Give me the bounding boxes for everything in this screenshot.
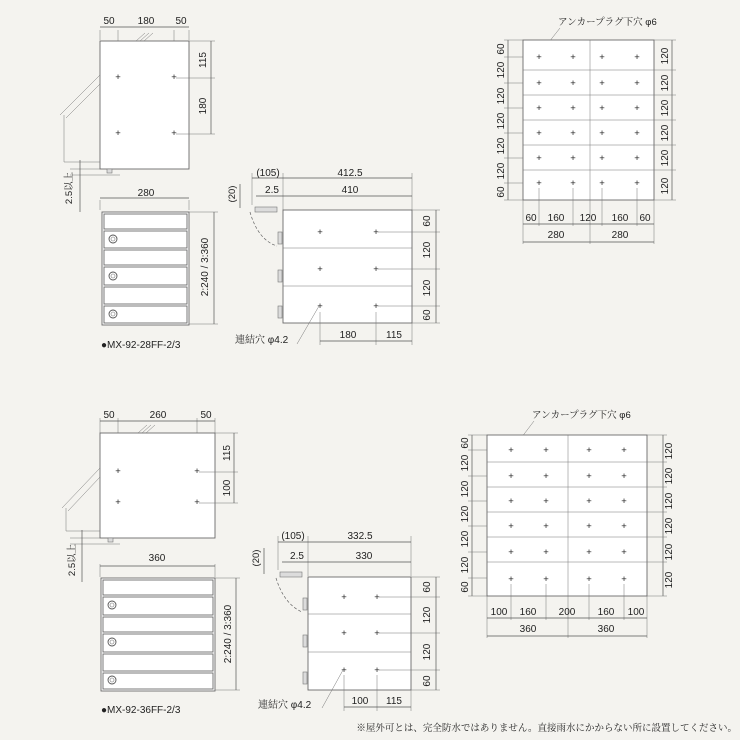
top-clearance: 2.5以上 <box>64 171 75 205</box>
bottom-mounting-plate <box>100 433 215 538</box>
bottom-grid-left-6: 120 <box>460 556 471 574</box>
bottom-grid-right-2: 120 <box>664 467 675 485</box>
bottom-front-width-2: 260 <box>149 410 167 421</box>
top-side-right-3: 120 <box>422 279 433 297</box>
top-grid-total-2: 280 <box>611 230 629 241</box>
top-grid-left-7: 60 <box>496 186 507 198</box>
svg-text:+: + <box>508 574 514 585</box>
bottom-side-dim-2-5: 2.5 <box>290 551 304 562</box>
bottom-front-height-2: 100 <box>222 479 233 497</box>
svg-text:+: + <box>621 521 627 532</box>
bottom-grid-left-1: 60 <box>460 437 471 449</box>
svg-text:+: + <box>115 497 121 508</box>
top-grid-right-4: 120 <box>660 124 671 142</box>
top-side-right-2: 120 <box>422 241 433 259</box>
bottom-grid-right-6: 120 <box>664 571 675 589</box>
svg-text:+: + <box>599 78 605 89</box>
bottom-side-dim-20: (20) <box>251 549 262 567</box>
svg-text:+: + <box>634 178 640 189</box>
bottom-drawing-set <box>62 409 675 716</box>
bottom-side-view <box>251 531 440 711</box>
svg-text:+: + <box>374 592 380 603</box>
svg-text:+: + <box>621 445 627 456</box>
svg-text:+: + <box>599 178 605 189</box>
svg-text:+: + <box>508 496 514 507</box>
top-side-dim-20: (20) <box>227 185 238 203</box>
bottom-grid-bottom-3: 200 <box>558 607 576 618</box>
svg-text:+: + <box>171 128 177 139</box>
svg-text:+: + <box>373 227 379 238</box>
top-anchor-label: アンカープラグ下穴 φ6 <box>558 17 657 28</box>
svg-text:+: + <box>586 471 592 482</box>
svg-text:+: + <box>194 497 200 508</box>
lock-icon <box>108 638 116 646</box>
svg-text:+: + <box>536 153 542 164</box>
svg-text:+: + <box>341 628 347 639</box>
svg-text:+: + <box>508 547 514 558</box>
bottom-grid-bottom-4: 160 <box>597 607 615 618</box>
top-grid-right-6: 120 <box>660 177 671 195</box>
top-grid-bottom-2: 160 <box>547 213 565 224</box>
top-front-width-3: 50 <box>175 16 187 27</box>
svg-text:+: + <box>543 521 549 532</box>
bottom-side-right-2: 120 <box>422 606 433 624</box>
svg-text:+: + <box>536 78 542 89</box>
svg-text:+: + <box>634 153 640 164</box>
top-grid-left-4: 120 <box>496 112 507 130</box>
bottom-anchor-label: アンカープラグ下穴 φ6 <box>532 410 631 421</box>
top-grid-bottom-4: 160 <box>611 213 629 224</box>
bottom-side-right-1: 60 <box>422 581 433 593</box>
top-grid-left-2: 120 <box>496 61 507 79</box>
svg-text:+: + <box>171 72 177 83</box>
top-side-right-4: 60 <box>422 309 433 321</box>
bottom-grid-right-1: 120 <box>664 442 675 460</box>
svg-text:+: + <box>373 264 379 275</box>
svg-text:+: + <box>621 547 627 558</box>
svg-text:+: + <box>115 72 121 83</box>
bottom-grid-bottom-1: 100 <box>490 607 508 618</box>
bottom-connect-hole-label: 連結穴 φ4.2 <box>258 700 312 711</box>
bottom-box-front <box>100 553 240 716</box>
svg-text:+: + <box>599 103 605 114</box>
svg-text:+: + <box>374 628 380 639</box>
top-side-right-1: 60 <box>422 215 433 227</box>
bottom-grid-left-5: 120 <box>460 530 471 548</box>
bottom-front-width-1: 50 <box>103 410 115 421</box>
svg-text:+: + <box>543 574 549 585</box>
svg-text:+: + <box>536 52 542 63</box>
svg-text:+: + <box>508 471 514 482</box>
svg-text:+: + <box>599 128 605 139</box>
svg-text:+: + <box>536 178 542 189</box>
svg-text:+: + <box>543 496 549 507</box>
top-grid-left-6: 120 <box>496 162 507 180</box>
svg-text:+: + <box>621 471 627 482</box>
bottom-grid-bottom-2: 160 <box>519 607 537 618</box>
top-grid-right-1: 120 <box>660 47 671 65</box>
svg-text:+: + <box>570 52 576 63</box>
svg-text:+: + <box>374 665 380 676</box>
bottom-front-height-1: 115 <box>222 445 233 461</box>
svg-text:+: + <box>621 574 627 585</box>
top-side-bottom-1: 180 <box>339 330 357 341</box>
svg-text:+: + <box>634 128 640 139</box>
svg-text:+: + <box>570 153 576 164</box>
svg-text:+: + <box>373 301 379 312</box>
lock-icon <box>109 272 117 280</box>
bottom-grid-left-3: 120 <box>460 480 471 498</box>
top-connect-hole-label: 連結穴 φ4.2 <box>235 335 289 346</box>
top-drawing-set <box>60 16 676 351</box>
bottom-height-label: 2:240 / 3:360 <box>223 604 234 664</box>
svg-text:+: + <box>543 547 549 558</box>
bottom-bottom-width: 360 <box>148 553 166 564</box>
bottom-grid-right-4: 120 <box>664 517 675 535</box>
svg-text:+: + <box>194 466 200 477</box>
bottom-side-dim-105: (105) <box>281 531 305 542</box>
top-grid-left-5: 120 <box>496 137 507 155</box>
svg-text:+: + <box>570 178 576 189</box>
top-front-height-2: 180 <box>198 97 209 115</box>
top-model-name: ●MX-92-28FF-2/3 <box>101 340 181 351</box>
svg-text:+: + <box>115 466 121 477</box>
top-grid-total-1: 280 <box>547 230 565 241</box>
bottom-grid-left-7: 60 <box>460 581 471 593</box>
svg-text:+: + <box>570 78 576 89</box>
top-side-dim-2-5: 2.5 <box>265 185 279 196</box>
svg-text:+: + <box>599 52 605 63</box>
bottom-anchor-grid <box>460 409 675 638</box>
lock-icon <box>109 235 117 243</box>
top-height-label: 2:240 / 3:360 <box>200 237 211 297</box>
bottom-side-dim-332: 332.5 <box>347 531 373 542</box>
lock-icon <box>109 310 117 318</box>
bottom-grid-total-2: 360 <box>597 624 615 635</box>
top-mounting-plate <box>100 41 189 169</box>
top-grid-left-1: 60 <box>496 43 507 55</box>
top-front-view <box>60 16 215 212</box>
top-grid-right-2: 120 <box>660 74 671 92</box>
bottom-side-dim-330: 330 <box>355 551 373 562</box>
bottom-grid-right-5: 120 <box>664 543 675 561</box>
bottom-side-right-3: 120 <box>422 643 433 661</box>
svg-text:+: + <box>570 103 576 114</box>
svg-text:+: + <box>115 128 121 139</box>
footnote: ※屋外可とは、完全防水ではありません。直接雨水にかからない所に設置してください。 <box>356 723 737 734</box>
top-box-front <box>100 188 218 351</box>
bottom-side-bottom-1: 100 <box>351 696 369 707</box>
svg-text:+: + <box>317 227 323 238</box>
bottom-side-bottom-2: 115 <box>386 696 402 707</box>
svg-text:+: + <box>317 264 323 275</box>
top-side-dim-410: 410 <box>341 185 359 196</box>
top-side-bottom-2: 115 <box>386 330 402 341</box>
svg-text:+: + <box>586 574 592 585</box>
svg-text:+: + <box>599 153 605 164</box>
top-side-view <box>227 168 440 346</box>
svg-text:+: + <box>586 496 592 507</box>
svg-text:+: + <box>543 471 549 482</box>
svg-text:+: + <box>536 103 542 114</box>
svg-text:+: + <box>586 547 592 558</box>
bottom-grid-total-1: 360 <box>519 624 537 635</box>
top-bottom-width: 280 <box>137 188 155 199</box>
svg-text:+: + <box>508 445 514 456</box>
top-grid-bottom-3: 120 <box>579 213 597 224</box>
top-grid-bottom-5: 60 <box>639 213 651 224</box>
top-grid-right-5: 120 <box>660 149 671 167</box>
top-grid-right-3: 120 <box>660 99 671 117</box>
bottom-clearance: 2.5以上 <box>67 543 78 577</box>
top-side-dim-412: 412.5 <box>337 168 363 179</box>
top-anchor-grid <box>496 16 676 244</box>
svg-text:+: + <box>634 103 640 114</box>
bottom-grid-left-4: 120 <box>460 505 471 523</box>
svg-text:+: + <box>536 128 542 139</box>
top-front-width-1: 50 <box>103 16 115 27</box>
bottom-model-name: ●MX-92-36FF-2/3 <box>101 705 181 716</box>
svg-text:+: + <box>508 521 514 532</box>
bottom-grid-right-3: 120 <box>664 492 675 510</box>
svg-text:+: + <box>317 301 323 312</box>
top-side-dim-105: (105) <box>256 168 280 179</box>
svg-text:+: + <box>621 496 627 507</box>
svg-text:+: + <box>634 52 640 63</box>
top-grid-left-3: 120 <box>496 87 507 105</box>
svg-text:+: + <box>341 592 347 603</box>
svg-text:+: + <box>543 445 549 456</box>
lock-icon <box>108 676 116 684</box>
bottom-front-width-3: 50 <box>200 410 212 421</box>
svg-text:+: + <box>570 128 576 139</box>
svg-text:+: + <box>586 521 592 532</box>
bottom-grid-left-2: 120 <box>460 454 471 472</box>
top-front-width-2: 180 <box>137 16 155 27</box>
top-front-height-1: 115 <box>198 52 209 68</box>
lock-icon <box>108 601 116 609</box>
top-grid-bottom-1: 60 <box>525 213 537 224</box>
svg-text:+: + <box>586 445 592 456</box>
svg-text:+: + <box>341 665 347 676</box>
bottom-side-right-4: 60 <box>422 675 433 687</box>
bottom-grid-bottom-5: 100 <box>627 607 645 618</box>
svg-text:+: + <box>634 78 640 89</box>
